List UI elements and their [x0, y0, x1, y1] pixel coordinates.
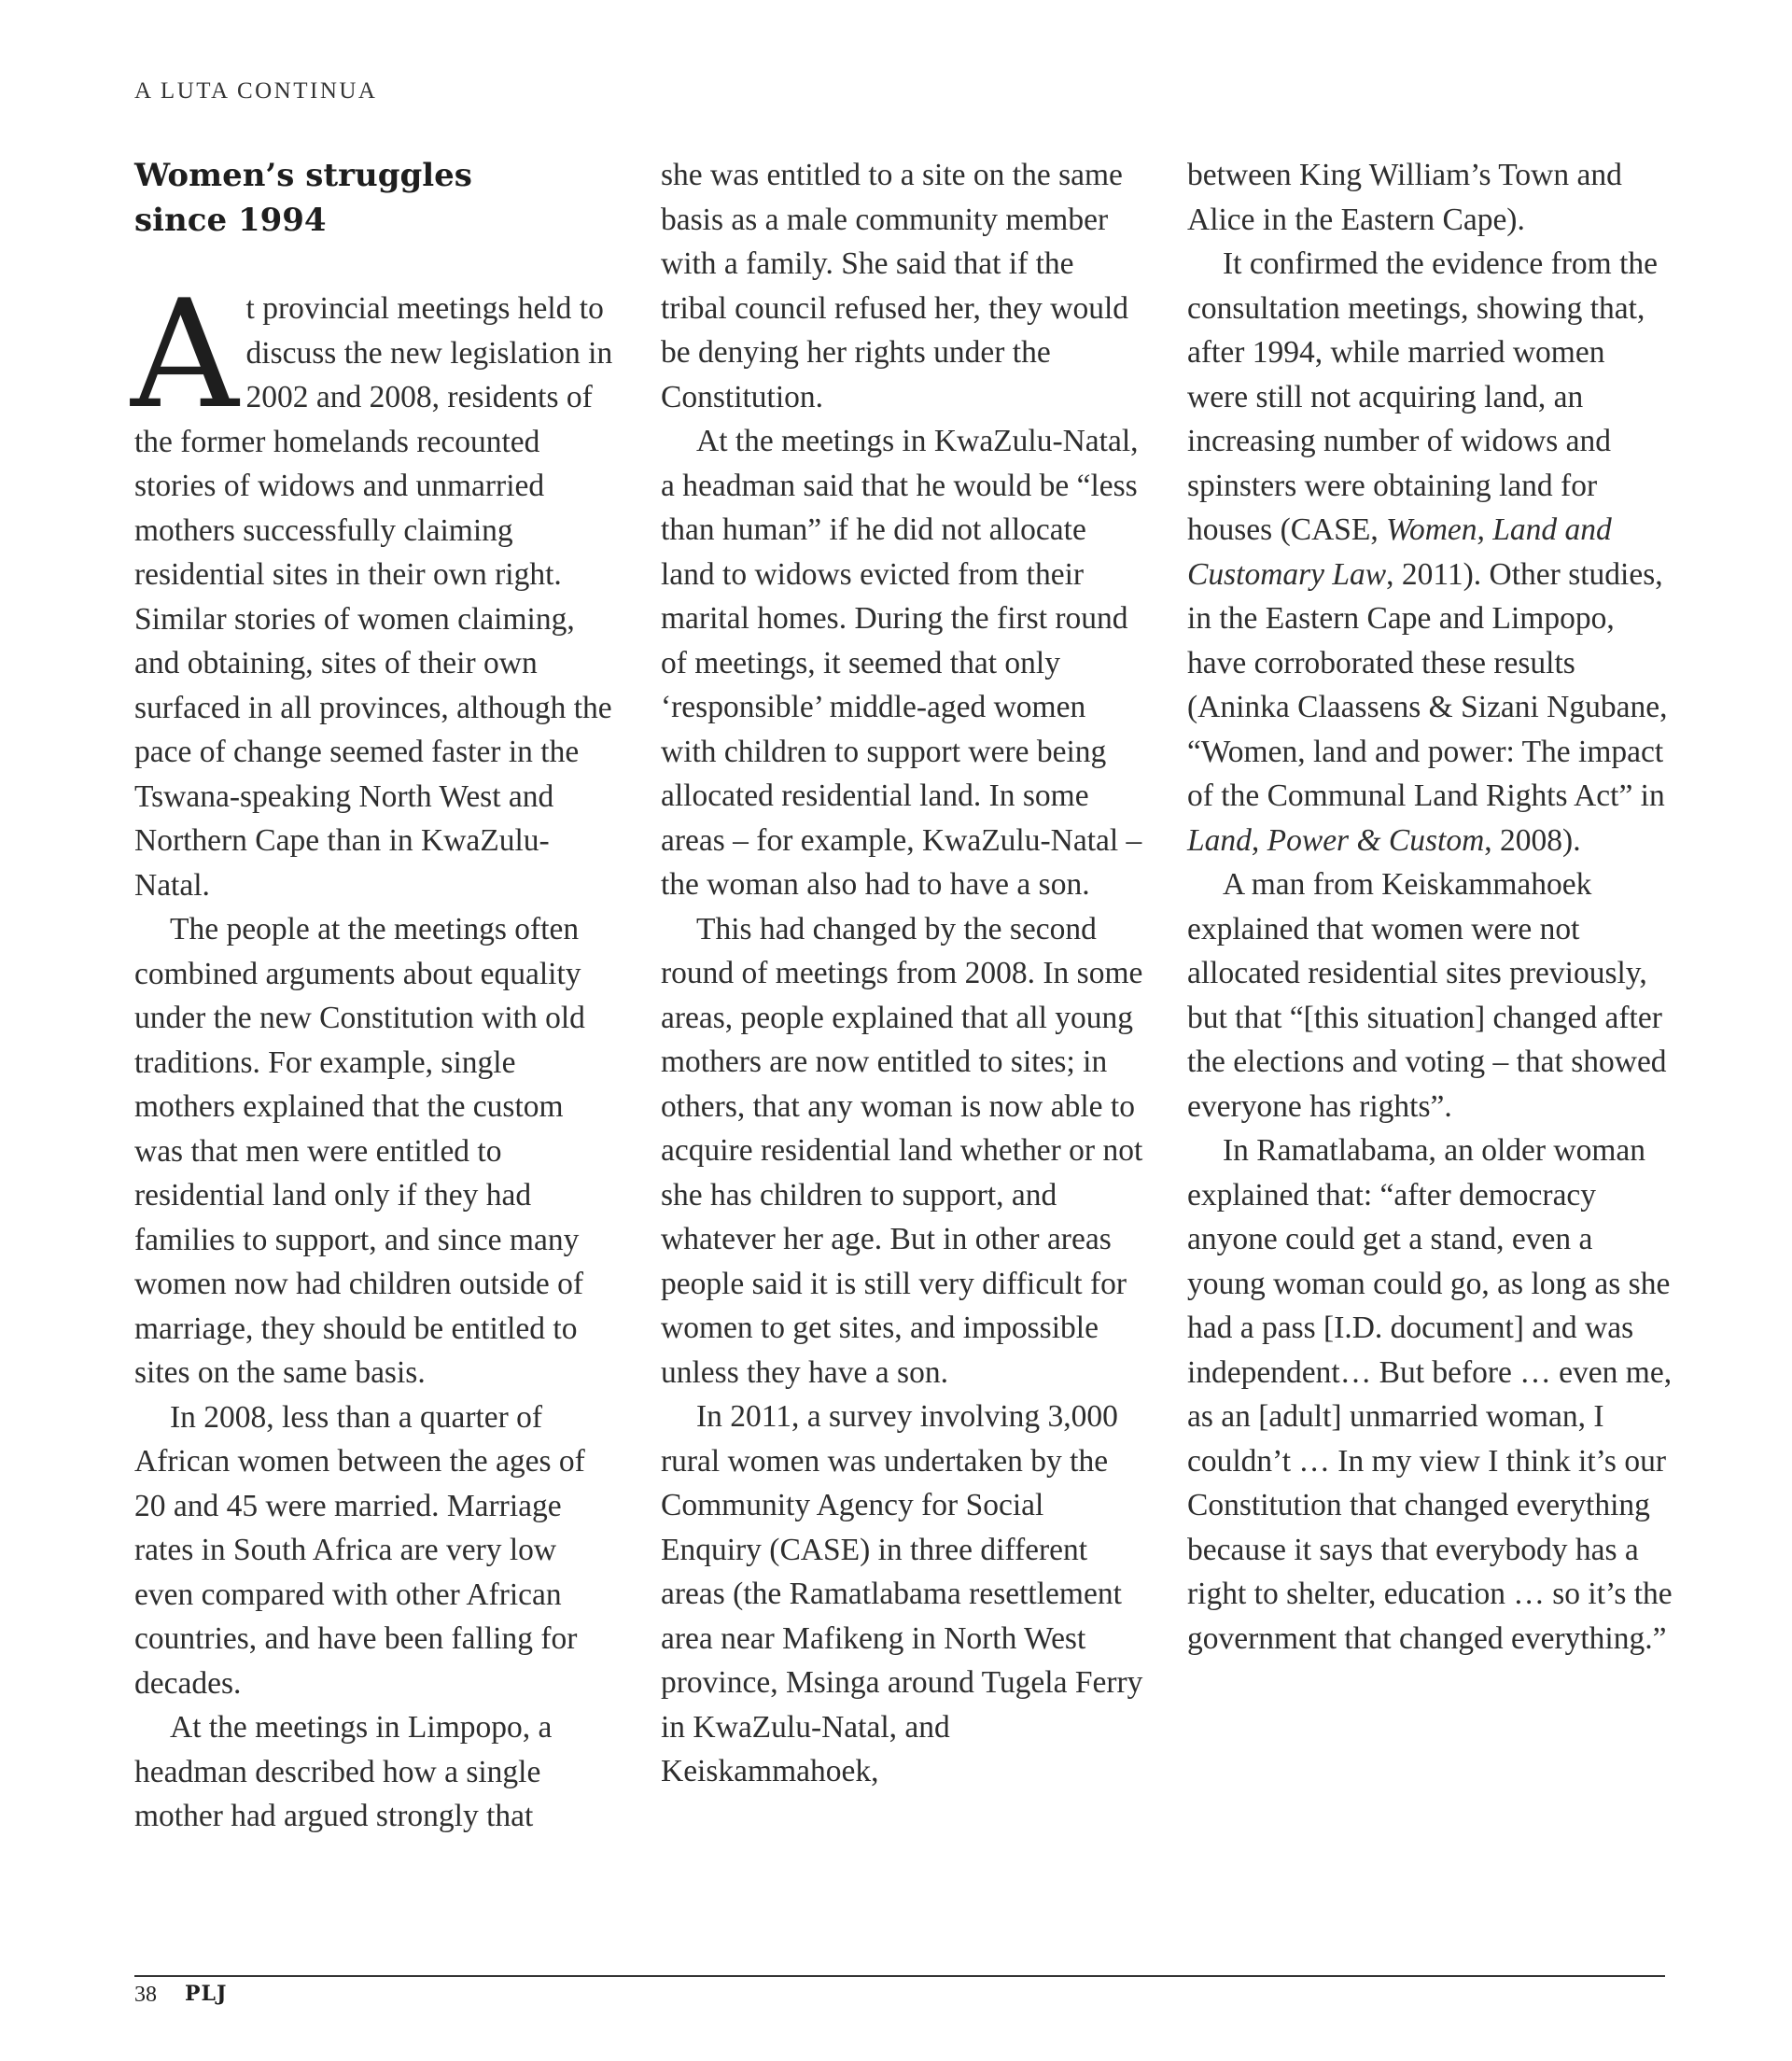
paragraph: she was entitled to a site on the same basis as a male community member with a family. She said that if the tribal council refused her, they would be denying her rights under the Constitution.: [661, 158, 1128, 414]
paragraph-text: t provincial meetings held to discuss the new legislation in 2002 and 2008, residents of the former homelands recounted stories of widows and unmarried mothers successfully claiming residential sites in their own right. Similar stories of women claiming, and obtaining, sites of their own surfaced in all provinces, although the pace of change seemed faster in the Tswana-speaking North West and Northern Cape than in KwaZulu-Natal.: [134, 291, 613, 903]
paragraph: This had changed by the second round of meetings from 2008. In some areas, people explained that all young mothers are now entitled to sites; in others, that any woman is now able to acquire residential land whether or not she has children to support, and whatever her age. But in other areas people said it is still very difficult for women to get sites, and impossible unless they have a son.: [661, 911, 1143, 1390]
paragraph: [1187, 242, 1673, 862]
paragraph-text: , 2011). Other studies, in the Eastern Cape and Limpopo, have corroborated these results (Aninka Claassens & Sizani Ngubane, “Women, land and power: The impact of the Communal Land Rights Act” in: [1187, 556, 1668, 813]
paragraph: between King William’s Town and Alice in the Eastern Cape).: [1187, 158, 1622, 237]
footer-rule: [134, 1975, 1665, 1977]
citation-title: Women, Land and Customary Law: [1187, 512, 1612, 592]
page-number: 38: [134, 1983, 157, 2007]
title-line-2: since 1994: [134, 202, 327, 239]
paragraph: At the meetings in Limpopo, a headman described how a single mother had argued strongly that: [134, 1710, 553, 1833]
running-head: A LUTA CONTINUA: [134, 78, 378, 104]
paragraph: At the meetings in KwaZulu-Natal, a headman said that he would be “less than human” if he did not allocate land to widows evicted from their marital homes. During the first round of meetings, it seemed that only ‘responsible’ middle-aged women with children to support were being allocated residential land. In some areas – for example, KwaZulu-Natal – the woman also had to have a son.: [661, 424, 1142, 902]
column-3: [1187, 153, 1673, 1661]
column-1: [131, 153, 620, 1839]
title-line-1: Women’s struggles: [134, 157, 472, 194]
drop-cap: A: [131, 267, 239, 442]
paragraph: The people at the meetings often combined arguments about equality under the new Constitution with old traditions. For example, single mothers explained that the custom was that men were entitled to residential land only if they had families to support, and since many women now had children outside of marriage, they should be entitled to sites on the same basis.: [134, 912, 585, 1390]
paragraph: In Ramatlabama, an older woman explained that: “after democracy anyone could get a stand, even a young woman could go, as long as she had a pass [I.D. document] and was independent… But before … even me, as an [adult] unmarried woman, I couldn’t … In my view I think it’s our Constitution that changed everything because it says that everybody has a right to shelter, education … so it’s the government that changed everything.”: [1187, 1133, 1673, 1656]
article-title: [134, 153, 620, 243]
paragraph: In 2008, less than a quarter of African women between the ages of 20 and 45 were married. Marriage rates in South Africa are very low even compared with other African countries, and have been falling for decades.: [134, 1399, 585, 1701]
citation-title: Land, Power & Custom: [1187, 822, 1485, 858]
paragraph: [131, 267, 620, 907]
paragraph: A man from Keiskammahoek explained that women were not allocated residential sites previously, but that “[this situation] changed after the elections and voting – that showed everyone has rights”.: [1187, 867, 1667, 1124]
paragraph-text: It confirmed the evidence from the consultation meetings, showing that, after 1994, while married women were still not acquiring land, an increasing number of widows and spinsters were obtaining land for houses (CASE,: [1187, 246, 1659, 547]
column-2: [661, 153, 1146, 1794]
publication-name: PLJ: [185, 1982, 228, 2006]
paragraph-text: , 2008).: [1484, 822, 1581, 858]
paragraph: In 2011, a survey involving 3,000 rural women was undertaken by the Community Agency for Social Enquiry (CASE) in three different areas (the Ramatlabama resettlement area near Mafikeng in North West province, Msinga around Tugela Ferry in KwaZulu-Natal, and Keiskammahoek,: [661, 1399, 1143, 1788]
